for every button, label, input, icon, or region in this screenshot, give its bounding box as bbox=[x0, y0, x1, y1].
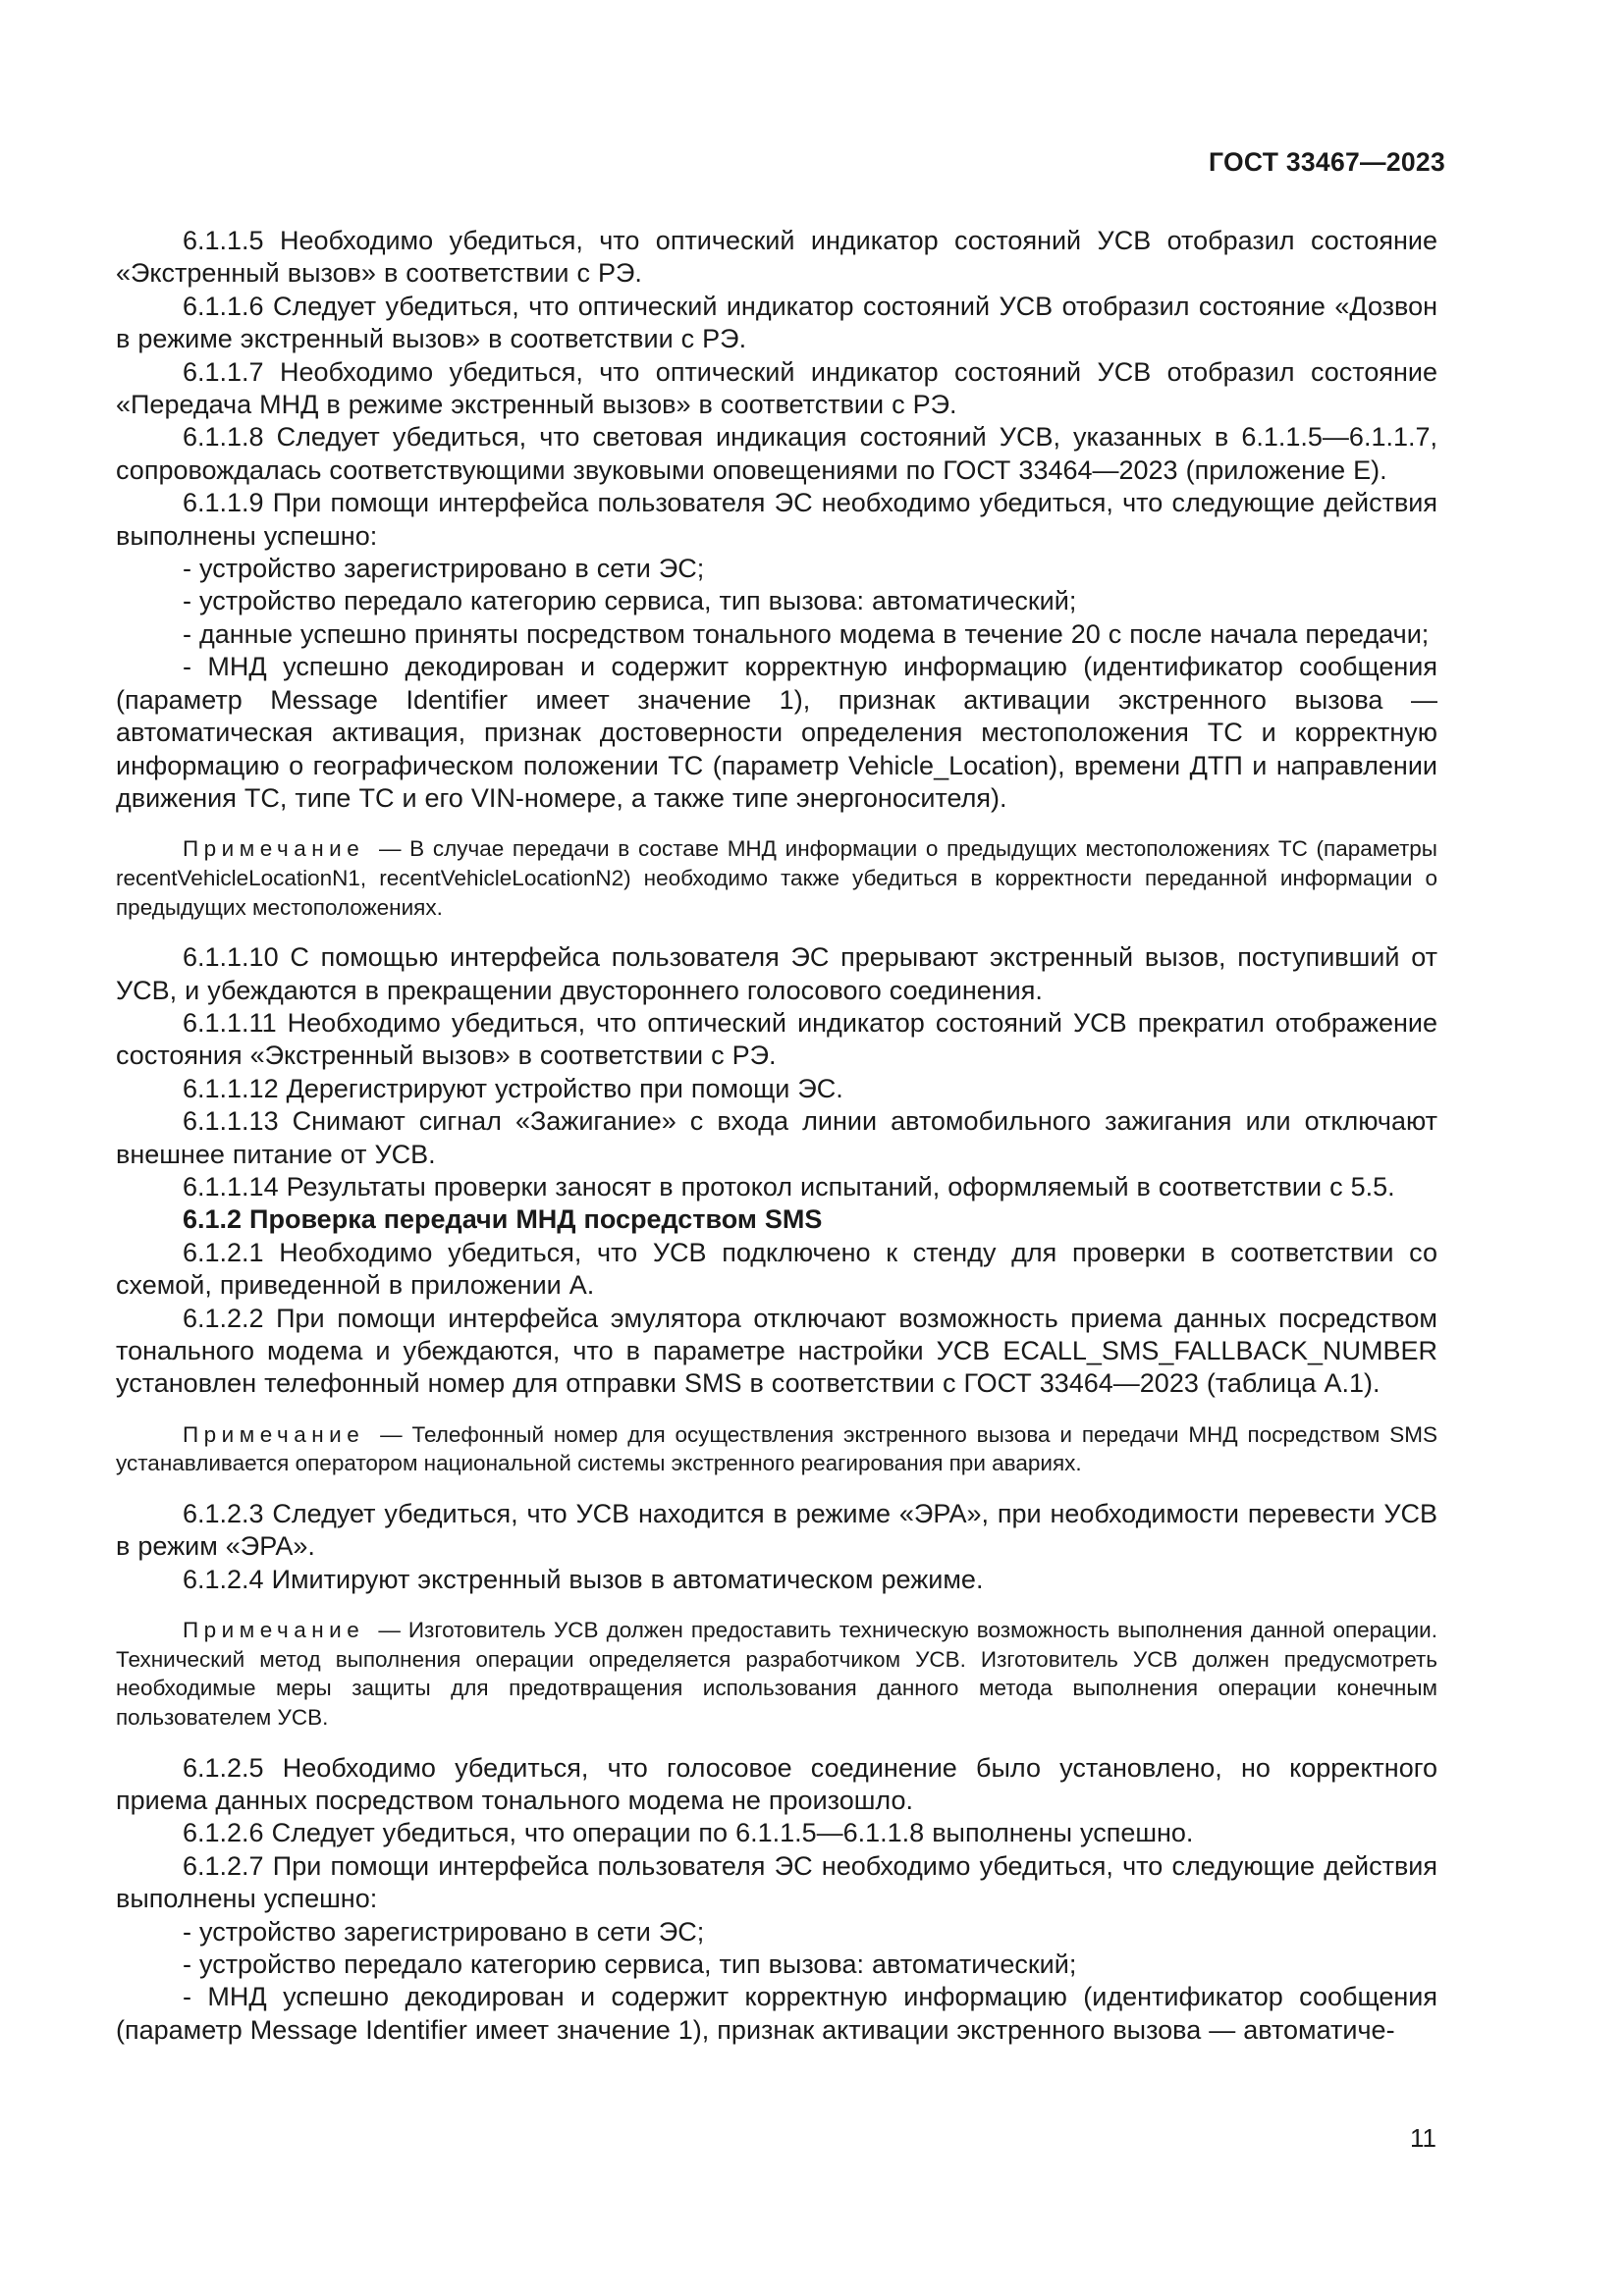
note bbox=[116, 1420, 1437, 1478]
paragraph: 6.1.1.12 Дерегистрируют устройство при помощи ЭС. bbox=[183, 1073, 843, 1103]
list-item: - МНД успешно декодирован и содержит корректную информацию (идентификатор сообщения (параметр Message Identifier имеет значение 1), признак активации экстренного вызова — автоматиче- bbox=[116, 1982, 1437, 2045]
document-body bbox=[116, 225, 1437, 2047]
paragraph: 6.1.1.11 Необходимо убедиться, что оптический индикатор состояний УСВ прекратил отображение состояния «Экстренный вызов» в соответствии с РЭ. bbox=[116, 1007, 1437, 1071]
note-text: — Изготовитель УСВ должен предоставить техническую возможность выполнения данной операции. Технический метод выполнения операции определяется разработчиком УСВ. Изготовитель УСВ должен предусмотреть необходимые меры защиты для предотвращения использования данного метода выполнения операции конечным пользователем УСВ. bbox=[116, 1618, 1437, 1730]
paragraph: 6.1.1.7 Необходимо убедиться, что оптический индикатор состояний УСВ отобразил состояние «Передача МНД в режиме экстренный вызов» в соответствии с РЭ. bbox=[116, 356, 1437, 420]
paragraph: 6.1.1.14 Результаты проверки заносят в протокол испытаний, оформляемый в соответствии с 5.5. bbox=[183, 1171, 1395, 1201]
page-number: 11 bbox=[1410, 2123, 1436, 2153]
paragraph: 6.1.1.9 При помощи интерфейса пользователя ЭС необходимо убедиться, что следующие действия выполнены успешно: bbox=[116, 488, 1437, 551]
list-item: - устройство передало категорию сервиса, тип вызова: автоматический; bbox=[183, 1949, 1077, 1979]
section-heading: 6.1.2 Проверка передачи МНД посредством SMS bbox=[183, 1204, 823, 1235]
paragraph: 6.1.1.6 Следует убедиться, что оптический индикатор состояний УСВ отобразил состояние «Дозвон в режиме экстренный вызов» в соответствии с РЭ. bbox=[116, 291, 1437, 354]
list-item: - МНД успешно декодирован и содержит корректную информацию (идентификатор сообщения (параметр Message Identifier имеет значение 1), признак активации экстренного вызова — автоматическая активация, признак достоверности определения местоположения ТС и корректную информацию о географическом положении ТС (параметр Vehicle_Location), времени ДТП и направлении движения ТС, типе ТС и его VIN-номере, а также типе энергоносителя). bbox=[116, 652, 1437, 813]
paragraph: 6.1.1.10 С помощью интерфейса пользователя ЭС прерывают экстренный вызов, поступивший от УСВ, и убеждаются в прекращении двустороннего голосового соединения. bbox=[116, 942, 1437, 1005]
note bbox=[116, 1616, 1437, 1732]
note-text: — В случае передачи в составе МНД информации о предыдущих местоположениях ТС (параметры recentVehicleLocationN1, recentVehicleLocationN2) необходимо также убедиться в корректности переданной информации о предыдущих местоположениях. bbox=[116, 836, 1437, 920]
list-item: - данные успешно приняты посредством тонального модема в течение 20 с после начала передачи; bbox=[183, 618, 1430, 649]
paragraph: 6.1.2.6 Следует убедиться, что операции по 6.1.1.5—6.1.1.8 выполнены успешно. bbox=[183, 1818, 1194, 1848]
document-header: ГОСТ 33467—2023 bbox=[1209, 147, 1445, 177]
paragraph: 6.1.2.4 Имитируют экстренный вызов в автоматическом режиме. bbox=[183, 1564, 984, 1594]
note-label: Примечание bbox=[183, 836, 365, 862]
paragraph: 6.1.1.8 Следует убедиться, что световая индикация состояний УСВ, указанных в 6.1.1.5—6.1.1.7, сопровождалась соответствующими звуковыми оповещениями по ГОСТ 33464—2023 (приложение Е). bbox=[116, 422, 1437, 485]
note-label: Примечание bbox=[183, 1421, 365, 1447]
paragraph: 6.1.2.3 Следует убедиться, что УСВ находится в режиме «ЭРА», при необходимости перевести УСВ в режим «ЭРА». bbox=[116, 1498, 1437, 1562]
paragraph: 6.1.2.1 Необходимо убедиться, что УСВ подключено к стенду для проверки в соответствии со схемой, приведенной в приложении А. bbox=[116, 1237, 1437, 1301]
paragraph: 6.1.2.7 При помощи интерфейса пользователя ЭС необходимо убедиться, что следующие действия выполнены успешно: bbox=[116, 1850, 1437, 1914]
note-text: — Телефонный номер для осуществления экстренного вызова и передачи МНД посредством SMS устанавливается оператором национальной системы экстренного реагирования при авариях. bbox=[116, 1421, 1437, 1476]
paragraph: 6.1.1.13 Снимают сигнал «Зажигание» с входа линии автомобильного зажигания или отключают внешнее питание от УСВ. bbox=[116, 1106, 1437, 1169]
note bbox=[116, 834, 1437, 922]
paragraph: 6.1.1.5 Необходимо убедиться, что оптический индикатор состояний УСВ отобразил состояние «Экстренный вызов» в соответствии с РЭ. bbox=[116, 226, 1437, 289]
list-item: - устройство зарегистрировано в сети ЭС; bbox=[183, 1916, 705, 1947]
paragraph: 6.1.2.5 Необходимо убедиться, что голосовое соединение было установлено, но корректного приема данных посредством тонального модема не произошло. bbox=[116, 1752, 1437, 1815]
paragraph: 6.1.2.2 При помощи интерфейса эмулятора отключают возможность приема данных посредством тонального модема и убеждаются, что в параметре настройки УСВ ECALL_SMS_FALLBACK_NUMBER установлен телефонный номер для отправки SMS в соответствии с ГОСТ 33464—2023 (таблица А.1). bbox=[116, 1303, 1437, 1399]
note-label: Примечание bbox=[183, 1618, 365, 1643]
list-item: - устройство передало категорию сервиса, тип вызова: автоматический; bbox=[183, 586, 1077, 616]
list-item: - устройство зарегистрировано в сети ЭС; bbox=[183, 554, 705, 584]
